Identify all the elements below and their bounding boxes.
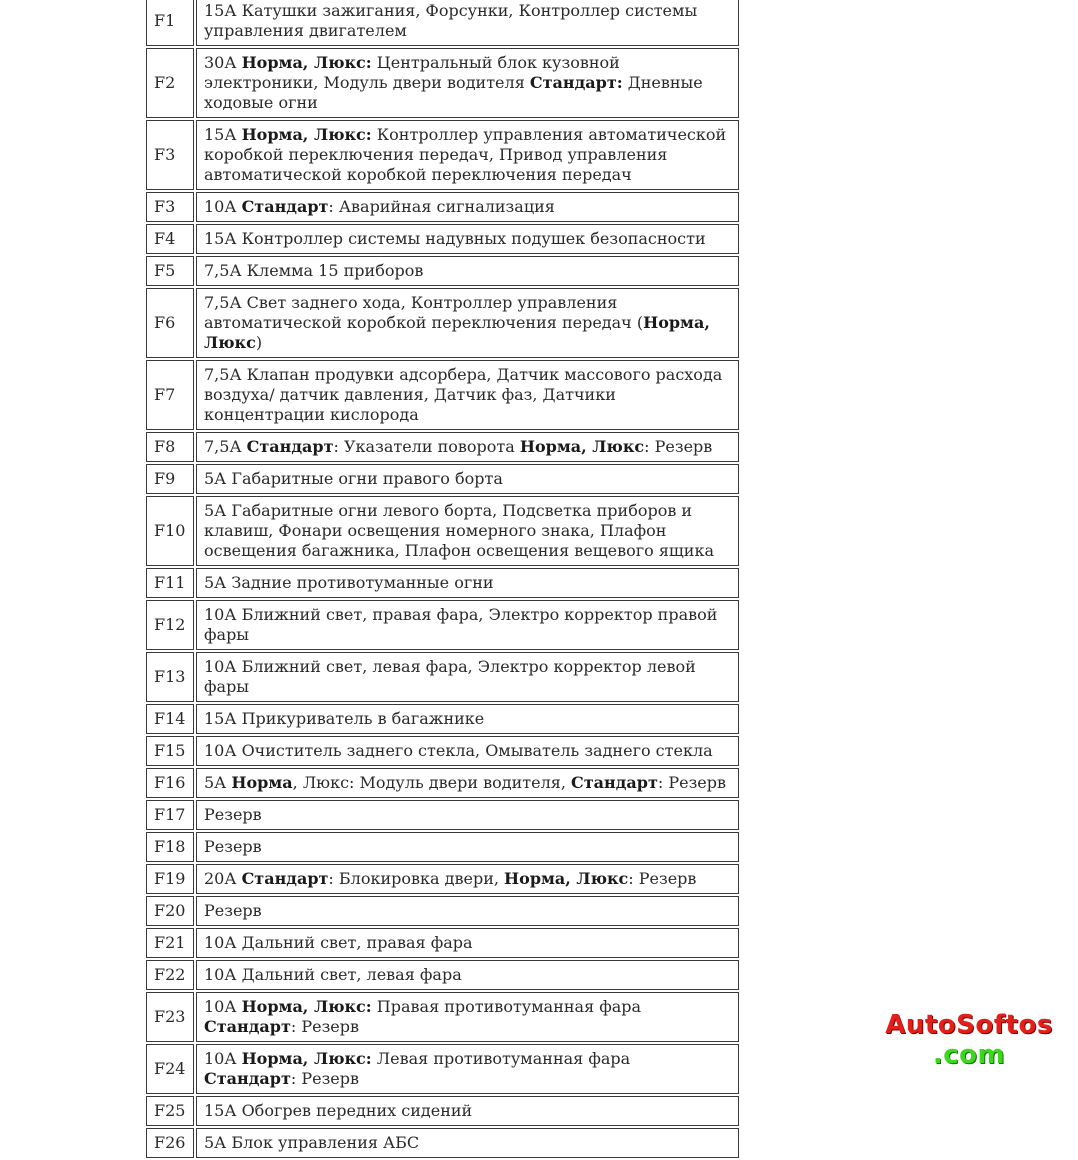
watermark-bottom: .com xyxy=(932,1040,1006,1070)
table-row xyxy=(146,864,739,894)
fuse-description-cell xyxy=(196,0,739,46)
fuse-id-cell: F11 xyxy=(146,568,194,598)
fuse-id-cell: F20 xyxy=(146,896,194,926)
fuse-id-cell: F24 xyxy=(146,1044,194,1094)
fuse-id-cell: F6 xyxy=(146,288,194,358)
table-row xyxy=(146,1096,739,1126)
description-text: 10А xyxy=(204,197,242,216)
fuse-description-cell xyxy=(196,288,739,358)
fuse-id-cell: F1 xyxy=(146,0,194,46)
fuse-description-cell xyxy=(196,928,739,958)
trim-level-label: Стандарт xyxy=(204,1069,291,1088)
fuse-description-cell xyxy=(196,1096,739,1126)
description-text: 10А Ближний свет, правая фара, Электро корректор правой фары xyxy=(204,605,718,644)
description-text: , Люкс: Модуль двери водителя, xyxy=(292,773,571,792)
fuse-description-cell xyxy=(196,768,739,798)
fuse-id-cell: F14 xyxy=(146,704,194,734)
fuse-id-cell: F8 xyxy=(146,432,194,462)
fuse-id-cell: F21 xyxy=(146,928,194,958)
trim-level-label: Норма, Люкс: xyxy=(241,1049,372,1068)
fuse-description-cell xyxy=(196,192,739,222)
description-text: 15А Прикуриватель в багажнике xyxy=(204,709,485,728)
table-row xyxy=(146,120,739,190)
description-text: Левая противотуманная фара xyxy=(371,1049,631,1068)
description-text: 10А xyxy=(204,997,242,1016)
description-text: : Резерв xyxy=(290,1069,360,1088)
fuse-id-cell: F25 xyxy=(146,1096,194,1126)
fuse-description-cell xyxy=(196,652,739,702)
description-text: : Аварийная сигнализация xyxy=(328,197,555,216)
table-row xyxy=(146,288,739,358)
table-row xyxy=(146,496,739,566)
description-text: : Резерв xyxy=(290,1017,360,1036)
fuse-description-cell xyxy=(196,864,739,894)
trim-level-label: Норма, Люкс: xyxy=(241,997,372,1016)
description-text: Дневные ходовые огни xyxy=(204,73,703,112)
trim-level-label: Стандарт xyxy=(571,773,658,792)
table-row xyxy=(146,360,739,430)
fuse-description-cell xyxy=(196,432,739,462)
description-text: Резерв xyxy=(204,837,262,856)
description-text: 5А Габаритные огни левого борта, Подсветка приборов и клавиш, Фонари освещения номерного знака, Плафон освещения багажника, Плафон освещения вещевого ящика xyxy=(204,501,714,560)
description-text: Контроллер управления автоматической коробкой переключения передач, Привод управления автоматической коробкой переключения передач xyxy=(204,125,727,184)
description-text: 15А xyxy=(204,125,242,144)
fuse-id-cell: F2 xyxy=(146,48,194,118)
fuse-table xyxy=(144,0,741,1160)
description-text: 15А Контроллер системы надувных подушек безопасности xyxy=(204,229,706,248)
description-text: 15А Катушки зажигания, Форсунки, Контроллер системы управления двигателем xyxy=(204,1,698,40)
fuse-description-cell xyxy=(196,224,739,254)
table-row xyxy=(146,736,739,766)
fuse-description-cell xyxy=(196,896,739,926)
description-text: Резерв xyxy=(204,805,262,824)
description-text: 30А xyxy=(204,53,242,72)
trim-level-label: Норма xyxy=(231,773,293,792)
description-text: 10А Очиститель заднего стекла, Омыватель заднего стекла xyxy=(204,741,713,760)
table-row xyxy=(146,960,739,990)
fuse-description-cell xyxy=(196,960,739,990)
fuse-description-cell xyxy=(196,704,739,734)
description-text: 15А Обогрев передних сидений xyxy=(204,1101,473,1120)
description-text: 7,5А Свет заднего хода, Контроллер управления автоматической коробкой переключения передач ( xyxy=(204,293,644,332)
fuse-id-cell: F17 xyxy=(146,800,194,830)
fuse-id-cell: F16 xyxy=(146,768,194,798)
fuse-description-cell xyxy=(196,120,739,190)
fuse-description-cell xyxy=(196,832,739,862)
trim-level-label: Стандарт: xyxy=(529,73,623,92)
watermark-top: AutoSoftos xyxy=(885,1010,1053,1040)
fuse-id-cell: F10 xyxy=(146,496,194,566)
table-row xyxy=(146,1128,739,1158)
table-row xyxy=(146,768,739,798)
fuse-id-cell: F3 xyxy=(146,120,194,190)
description-text: Резерв xyxy=(204,901,262,920)
fuse-id-cell: F15 xyxy=(146,736,194,766)
description-text: ) xyxy=(255,333,263,352)
table-row xyxy=(146,568,739,598)
description-text: 7,5А Клемма 15 приборов xyxy=(204,261,424,280)
fuse-id-cell: F23 xyxy=(146,992,194,1042)
trim-level-label: Норма, Люкс: xyxy=(241,53,372,72)
description-text: 5А xyxy=(204,773,232,792)
trim-level-label: Стандарт xyxy=(241,197,329,216)
description-text: : Указатели поворота xyxy=(333,437,520,456)
fuse-id-cell: F9 xyxy=(146,464,194,494)
description-text: Центральный блок кузовной электроники, Модуль двери водителя xyxy=(204,53,620,92)
trim-level-label: Стандарт xyxy=(241,869,329,888)
fuse-id-cell: F7 xyxy=(146,360,194,430)
fuse-description-cell xyxy=(196,600,739,650)
table-row xyxy=(146,0,739,46)
description-text: : Резерв xyxy=(657,773,727,792)
trim-level-label: Стандарт xyxy=(204,1017,291,1036)
fuse-id-cell: F18 xyxy=(146,832,194,862)
description-text: 10А Дальний свет, левая фара xyxy=(204,965,462,984)
table-row xyxy=(146,800,739,830)
fuse-id-cell: F5 xyxy=(146,256,194,286)
description-text: 5А Габаритные огни правого борта xyxy=(204,469,503,488)
fuse-description-cell xyxy=(196,256,739,286)
fuse-id-cell: F3 xyxy=(146,192,194,222)
description-text: 10А Ближний свет, левая фара, Электро корректор левой фары xyxy=(204,657,696,696)
table-row xyxy=(146,600,739,650)
description-text: 10А Дальний свет, правая фара xyxy=(204,933,473,952)
trim-level-label: Норма, Люкс xyxy=(504,869,629,888)
table-row xyxy=(146,224,739,254)
description-text: : Резерв xyxy=(644,437,713,456)
table-row xyxy=(146,896,739,926)
description-text: 20А xyxy=(204,869,242,888)
table-row xyxy=(146,1044,739,1094)
fuse-description-cell xyxy=(196,1044,739,1094)
table-row xyxy=(146,832,739,862)
trim-level-label: Норма, Люкс: xyxy=(241,125,372,144)
fuse-description-cell xyxy=(196,736,739,766)
fuse-description-cell xyxy=(196,800,739,830)
fuse-description-cell xyxy=(196,992,739,1042)
trim-level-label: Норма, Люкс xyxy=(204,313,710,352)
fuse-id-cell: F12 xyxy=(146,600,194,650)
fuse-description-cell xyxy=(196,48,739,118)
table-row xyxy=(146,992,739,1042)
description-text: 5А Задние противотуманные огни xyxy=(204,573,494,592)
table-row xyxy=(146,432,739,462)
fuse-description-cell xyxy=(196,568,739,598)
watermark-logo xyxy=(874,1010,1064,1070)
trim-level-label: Норма, Люкс xyxy=(519,437,645,456)
description-text: 10А xyxy=(204,1049,242,1068)
fuse-description-cell xyxy=(196,464,739,494)
description-text: 7,5А Клапан продувки адсорбера, Датчик массового расхода воздуха/ датчик давления, Датчик фаз, Датчики концентрации кислорода xyxy=(204,365,723,424)
table-row xyxy=(146,704,739,734)
description-text: : Резерв xyxy=(628,869,697,888)
table-row xyxy=(146,928,739,958)
table-row xyxy=(146,464,739,494)
fuse-id-cell: F22 xyxy=(146,960,194,990)
fuse-description-cell xyxy=(196,1128,739,1158)
description-text: 7,5А xyxy=(204,437,247,456)
fuse-id-cell: F26 xyxy=(146,1128,194,1158)
fuse-id-cell: F19 xyxy=(146,864,194,894)
description-text: : Блокировка двери, xyxy=(328,869,505,888)
trim-level-label: Стандарт xyxy=(246,437,334,456)
table-row xyxy=(146,192,739,222)
table-row xyxy=(146,652,739,702)
fuse-id-cell: F13 xyxy=(146,652,194,702)
fuse-table-body xyxy=(146,0,739,1158)
fuse-description-cell xyxy=(196,496,739,566)
table-row xyxy=(146,48,739,118)
table-row xyxy=(146,256,739,286)
description-text: 5А Блок управления АБС xyxy=(204,1133,420,1152)
description-text: Правая противотуманная фара xyxy=(371,997,642,1016)
fuse-description-cell xyxy=(196,360,739,430)
fuse-id-cell: F4 xyxy=(146,224,194,254)
